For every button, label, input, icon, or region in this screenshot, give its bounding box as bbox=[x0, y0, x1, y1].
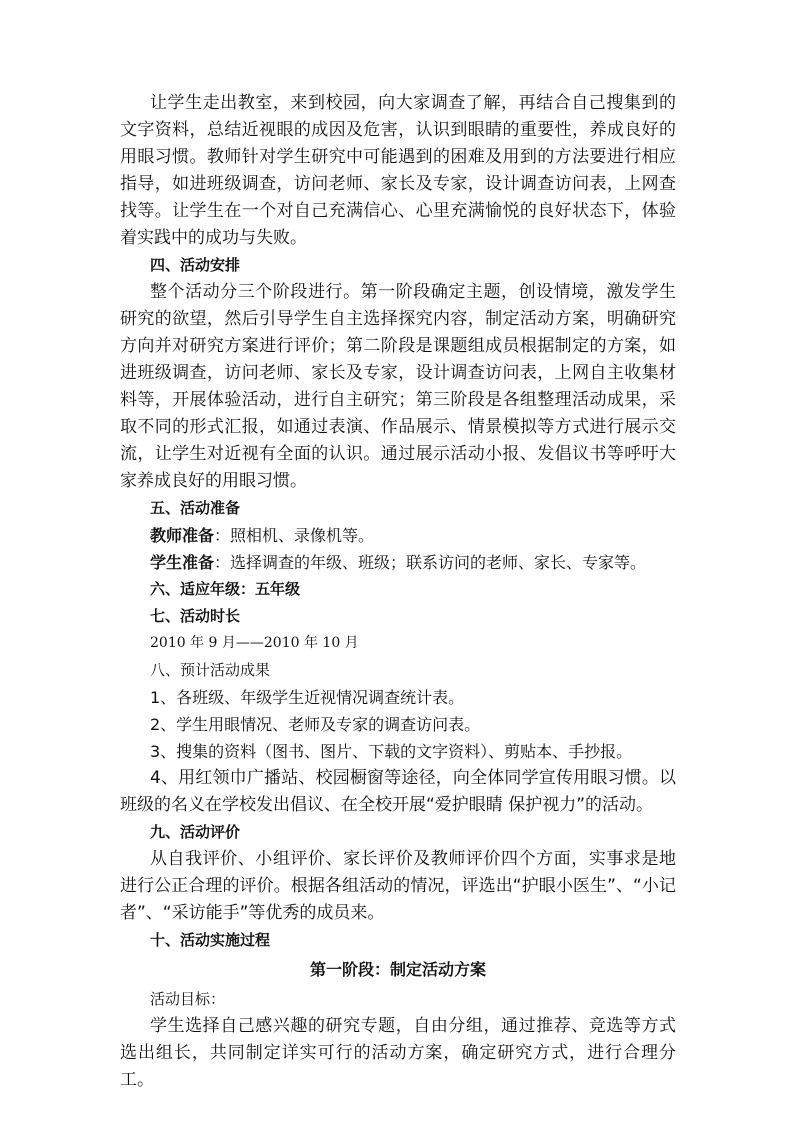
evaluation-paragraph: 从自我评价、小组评价、家长评价及教师评价四个方面，实事求是地进行公正合理的评价。根据各组活动的情况，评选出“护眼小医生”、“小记者”、“采访能手”等优秀的成员来。 bbox=[120, 849, 676, 923]
teacher-preparation-line bbox=[120, 522, 676, 549]
student-preparation-label: 学生准备 bbox=[150, 553, 215, 572]
intro-paragraph: 让学生走出教室，来到校园，向大家调查了解，再结合自己搜集到的文字资料，总结近视眼的成因及危害，认识到眼睛的重要性，养成良好的用眼习惯。教师针对学生研究中可能遇到的困难及用到的方法要进行相应指导，如进班级调查，访问老师、家长及专家，设计调查访问表，上网查找等。让学生在一个对自己充满信心、心里充满愉悦的良好状态下，体验着实践中的成功与失败。 bbox=[120, 93, 676, 248]
teacher-preparation-text: ：照相机、录像机等。 bbox=[214, 526, 375, 545]
outcome-item: 1、各班级、年级学生近视情况调查统计表。 bbox=[150, 688, 465, 707]
arrangement-paragraph: 整个活动分三个阶段进行。第一阶段确定主题，创设情境，激发学生研究的欲望，然后引导学生自主选择探究内容，制定活动方案，明确研究方向并对研究方案进行评价；第二阶段是课题组成员根据制定的方案，如进班级调查，访问老师、家长及专家，设计调查访问表，上网自主收集材料等，开展体验活动，进行自主研究；第三阶段是各组整理活动成果，采取不同的形式汇报，如通过表演、作品展示、情景模拟等方式进行展示交流，让学生对近视有全面的认识。通过展示活动小报、发倡议书等呼吁大家养成良好的用眼习惯。 bbox=[120, 282, 676, 491]
teacher-preparation-label: 教师准备 bbox=[150, 526, 215, 545]
section-heading-outcomes: 八、预计活动成果 bbox=[150, 661, 271, 679]
section-heading-duration: 七、活动时长 bbox=[150, 607, 241, 625]
document-page bbox=[120, 90, 676, 1094]
section-heading-preparation: 五、活动准备 bbox=[150, 499, 241, 517]
duration-text: 2010 年 9 月——2010 年 10 月 bbox=[150, 635, 359, 651]
activity-goal-label: 活动目标： bbox=[150, 990, 226, 1008]
section-heading-grade: 六、适应年级：五年级 bbox=[150, 580, 301, 598]
student-preparation-line bbox=[120, 549, 676, 576]
section-heading-evaluation: 九、活动评价 bbox=[150, 823, 241, 841]
student-preparation-text: ：选择调查的年级、班级；联系访问的老师、家长、专家等。 bbox=[214, 553, 647, 572]
stage-one-title: 第一阶段：制定活动方案 bbox=[309, 960, 486, 979]
outcome-item: 2、学生用眼情况、老师及专家的调查访问表。 bbox=[150, 715, 481, 734]
activity-goal-paragraph: 学生选择自己感兴趣的研究专题，自由分组，通过推荐、竞选等方式选出组长，共同制定详实可行的活动方案，确定研究方式，进行合理分工。 bbox=[120, 1016, 676, 1090]
outcome-item: 3、搜集的资料（图书、图片、下载的文字资料）、剪贴本、手抄报。 bbox=[150, 742, 633, 761]
section-heading-arrangement: 四、活动安排 bbox=[150, 256, 241, 274]
section-heading-process: 十、活动实施过程 bbox=[150, 931, 271, 949]
outcome-item: 4、用红领巾广播站、校园橱窗等途径，向全体同学宣传用眼习惯。以班级的名义在学校发出倡议、在全校开展“爱护眼睛 保护视力”的活动。 bbox=[120, 768, 676, 815]
